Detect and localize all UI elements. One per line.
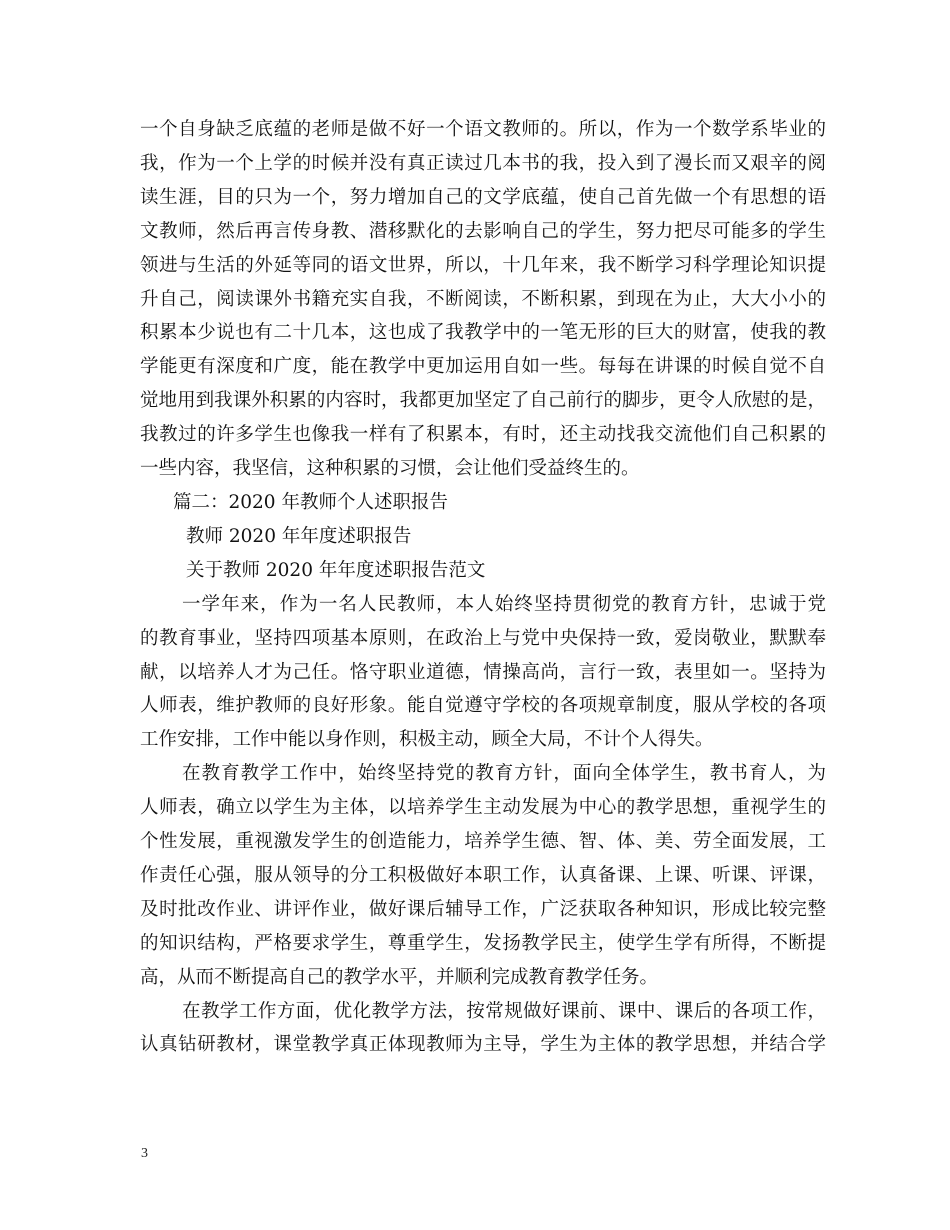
paragraph-4 xyxy=(140,995,826,1063)
text-line: 献，以培养人才为己任。恪守职业道德，情操高尚，言行一致，表里如一。坚持为 xyxy=(140,661,826,683)
text-line: 的知识结构，严格要求学生，尊重学生，发扬教学民主，使学生学有所得，不断提 xyxy=(140,932,826,954)
paragraph-1 xyxy=(140,113,826,486)
section-heading: 篇二：2020 年教师个人述职报告 xyxy=(173,491,448,513)
text-line: 在教学工作方面，优化教学方法，按常规做好课前、课中、课后的各项工作， xyxy=(182,1000,826,1022)
text-line: 领进与生活的外延等同的语文世界，所以，十几年来，我不断学习科学理论知识提 xyxy=(140,254,826,276)
text-line: 人师表，维护教师的良好形象。能自觉遵守学校的各项规章制度，服从学校的各项 xyxy=(140,695,826,717)
document-subtitle: 关于教师 2020 年年度述职报告范文 xyxy=(186,559,486,581)
text-line: 在教育教学工作中，始终坚持党的教育方针，面向全体学生，教书育人，为 xyxy=(182,763,826,785)
text-line: 我教过的许多学生也像我一样有了积累本，有时，还主动找我交流他们自己积累的 xyxy=(140,424,826,446)
text-line: 读生涯，目的只为一个，努力增加自己的文学底蕴，使自己首先做一个有思想的语 xyxy=(140,186,826,208)
text-line: 学能更有深度和广度，能在教学中更加运用自如一些。每每在讲课的时候自觉不自 xyxy=(140,356,826,378)
text-line: 的教育事业，坚持四项基本原则，在政治上与党中央保持一致，爱岗敬业，默默奉 xyxy=(140,627,826,649)
text-line: 文教师，然后再言传身教、潜移默化的去影响自己的学生，努力把尽可能多的学生 xyxy=(140,220,826,242)
document-title: 教师 2020 年年度述职报告 xyxy=(186,525,412,547)
text-line: 升自己，阅读课外书籍充实自我，不断阅读，不断积累，到现在为止，大大小小的 xyxy=(140,288,826,310)
page-number: 3 xyxy=(141,1146,148,1161)
document-body xyxy=(140,113,826,1062)
paragraph-3 xyxy=(140,757,826,994)
text-line: 高，从而不断提高自己的教学水平，并顺利完成教育教学任务。 xyxy=(140,966,659,988)
text-line: 个性发展，重视激发学生的创造能力，培养学生德、智、体、美、劳全面发展，工 xyxy=(140,831,826,853)
text-line: 作责任心强，服从领导的分工积极做好本职工作，认真备课、上课、听课、评课， xyxy=(140,864,826,886)
paragraph-2 xyxy=(140,588,826,758)
text-line: 一些内容，我坚信，这种积累的习惯，会让他们受益终生的。 xyxy=(140,458,640,480)
text-line: 我，作为一个上学的时候并没有真正读过几本书的我，投入到了漫长而又艰辛的阅 xyxy=(140,152,826,174)
text-line: 一个自身缺乏底蕴的老师是做不好一个语文教师的。所以，作为一个数学系毕业的 xyxy=(140,119,826,140)
text-line: 工作安排，工作中能以身作则，积极主动，顾全大局，不计个人得失。 xyxy=(140,729,714,751)
text-line: 人师表，确立以学生为主体，以培养学生主动发展为中心的教学思想，重视学生的 xyxy=(140,797,826,819)
text-line: 一学年来，作为一名人民教师，本人始终坚持贯彻党的教育方针，忠诚于党 xyxy=(182,593,826,615)
text-line: 积累本少说也有二十几本，这也成了我教学中的一笔无形的巨大的财富，使我的教 xyxy=(140,322,826,344)
text-line: 觉地用到我课外积累的内容时，我都更加坚定了自己前行的脚步，更令人欣慰的是， xyxy=(140,390,826,412)
text-line: 认真钻研教材，课堂教学真正体现教师为主导，学生为主体的教学思想，并结合学 xyxy=(140,1034,826,1056)
text-line: 及时批改作业、讲评作业，做好课后辅导工作，广泛获取各种知识，形成比较完整 xyxy=(140,898,826,920)
